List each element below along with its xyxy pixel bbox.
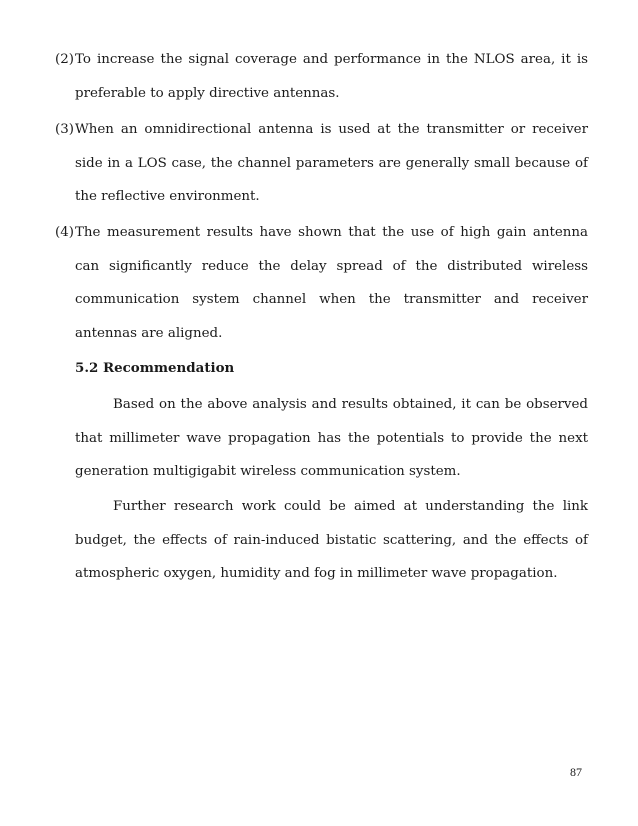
page-number: 87 [570, 765, 582, 779]
list-item [55, 216, 588, 350]
body-paragraph: Further research work could be aimed at understanding the link budget, the effects of rain-induced bistatic scattering, and the effects of atmospheric oxygen, humidity and fog in millimeter wave propagation. [75, 499, 588, 581]
list-item-text: To increase the signal coverage and performance in the NLOS area, it is preferable to apply directive antennas. [75, 52, 588, 101]
list-item [55, 43, 588, 110]
section-heading: 5.2 Recommendation [75, 360, 235, 376]
list-item-number: (2) [55, 52, 74, 67]
list-item-text: When an omnidirectional antenna is used at the transmitter or receiver side in a LOS case, the channel parameters are generally small because of the reflective environment. [75, 122, 588, 204]
list-item [55, 113, 588, 214]
body-paragraph: Based on the above analysis and results obtained, it can be observed that millimeter wave propagation has the potentials to provide the next generation multigigabit wireless communication system. [75, 397, 588, 479]
list-item-number: (3) [55, 122, 74, 137]
list-item-number: (4) [55, 225, 74, 240]
list-item-text: The measurement results have shown that the use of high gain antenna can significantly reduce the delay spread of the distributed wireless communication system channel when the transmitter and receiver antennas are aligned. [75, 225, 588, 341]
